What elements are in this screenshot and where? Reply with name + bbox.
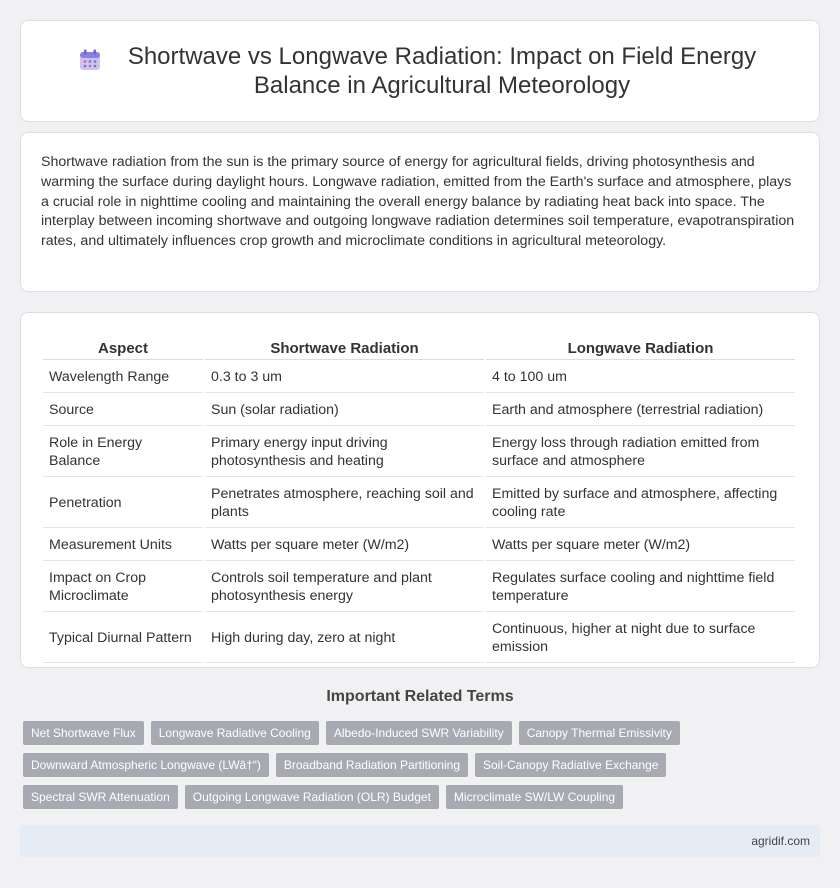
row-longwave: Continuous, higher at night due to surface emission — [486, 614, 795, 663]
row-aspect: Impact on Crop Microclimate — [43, 563, 203, 612]
row-longwave: Emitted by surface and atmosphere, affecting cooling rate — [486, 479, 795, 528]
related-term-tag[interactable]: Microclimate SW/LW Coupling — [446, 785, 623, 809]
related-term-tag[interactable]: Canopy Thermal Emissivity — [519, 721, 680, 745]
footer-site-link[interactable]: agridif.com — [751, 834, 810, 848]
related-term-tag[interactable]: Soil-Canopy Radiative Exchange — [475, 753, 666, 777]
row-longwave: Regulates surface cooling and nighttime field temperature — [486, 563, 795, 612]
intro-paragraph: Shortwave radiation from the sun is the primary source of energy for agricultural fields, driving photosynthesis and warming the surface during daylight hours. Longwave radiation, emitted from the Earth's surface and atmosphere, plays a crucial role in nighttime cooling and maintaining the overall energy balance by radiating heat back into space. The interplay between incoming shortwave and outgoing longwave radiation determines soil temperature, evapotranspiration rates, and ultimately influences crop growth and microclimate conditions in agricultural meteorology. — [41, 154, 795, 250]
row-longwave: Watts per square meter (W/m2) — [486, 530, 795, 561]
row-aspect: Role in Energy Balance — [43, 428, 203, 477]
header-shortwave: Shortwave Radiation — [205, 335, 484, 360]
row-shortwave: Watts per square meter (W/m2) — [205, 530, 484, 561]
calendar-icon — [78, 48, 102, 72]
table-row — [43, 395, 795, 426]
related-term-tag[interactable]: Outgoing Longwave Radiation (OLR) Budget — [185, 785, 439, 809]
related-terms-title: Important Related Terms — [326, 688, 514, 705]
row-shortwave: Controls soil temperature and plant photosynthesis energy — [205, 563, 484, 612]
row-shortwave: Penetrates atmosphere, reaching soil and plants — [205, 479, 484, 528]
table-row — [43, 428, 795, 477]
comparison-table — [41, 333, 797, 665]
page-title: Shortwave vs Longwave Radiation: Impact on Field Energy Balance in Agricultural Meteorology — [127, 43, 757, 99]
row-longwave: Energy loss through radiation emitted from surface and atmosphere — [486, 428, 795, 477]
related-term-tag[interactable]: Spectral SWR Attenuation — [23, 785, 178, 809]
table-row — [43, 362, 795, 393]
tag-row — [23, 753, 823, 777]
tag-row — [23, 721, 823, 745]
related-terms-list — [23, 721, 823, 817]
title-wrap — [60, 42, 780, 100]
header-longwave: Longwave Radiation — [486, 335, 795, 360]
row-aspect: Penetration — [43, 479, 203, 528]
row-shortwave: High during day, zero at night — [205, 614, 484, 663]
title-card — [20, 20, 820, 122]
related-term-tag[interactable]: Longwave Radiative Cooling — [151, 721, 319, 745]
tag-row — [23, 785, 823, 809]
row-shortwave: 0.3 to 3 um — [205, 362, 484, 393]
footer — [20, 825, 820, 857]
row-longwave: Earth and atmosphere (terrestrial radiation) — [486, 395, 795, 426]
header-aspect: Aspect — [43, 335, 203, 360]
table-row — [43, 563, 795, 612]
related-term-tag[interactable]: Net Shortwave Flux — [23, 721, 144, 745]
related-term-tag[interactable]: Broadband Radiation Partitioning — [276, 753, 468, 777]
related-term-tag[interactable]: Downward Atmospheric Longwave (LWâ†“) — [23, 753, 269, 777]
table-row — [43, 530, 795, 561]
table-row — [43, 614, 795, 663]
related-term-tag[interactable]: Albedo-Induced SWR Variability — [326, 721, 512, 745]
comparison-card — [20, 312, 820, 668]
row-aspect: Typical Diurnal Pattern — [43, 614, 203, 663]
table-row — [43, 479, 795, 528]
row-shortwave: Primary energy input driving photosynthesis and heating — [205, 428, 484, 477]
row-aspect: Wavelength Range — [43, 362, 203, 393]
table-header-row — [43, 335, 795, 360]
intro-card — [20, 132, 820, 292]
row-shortwave: Sun (solar radiation) — [205, 395, 484, 426]
row-aspect: Measurement Units — [43, 530, 203, 561]
row-aspect: Source — [43, 395, 203, 426]
row-longwave: 4 to 100 um — [486, 362, 795, 393]
